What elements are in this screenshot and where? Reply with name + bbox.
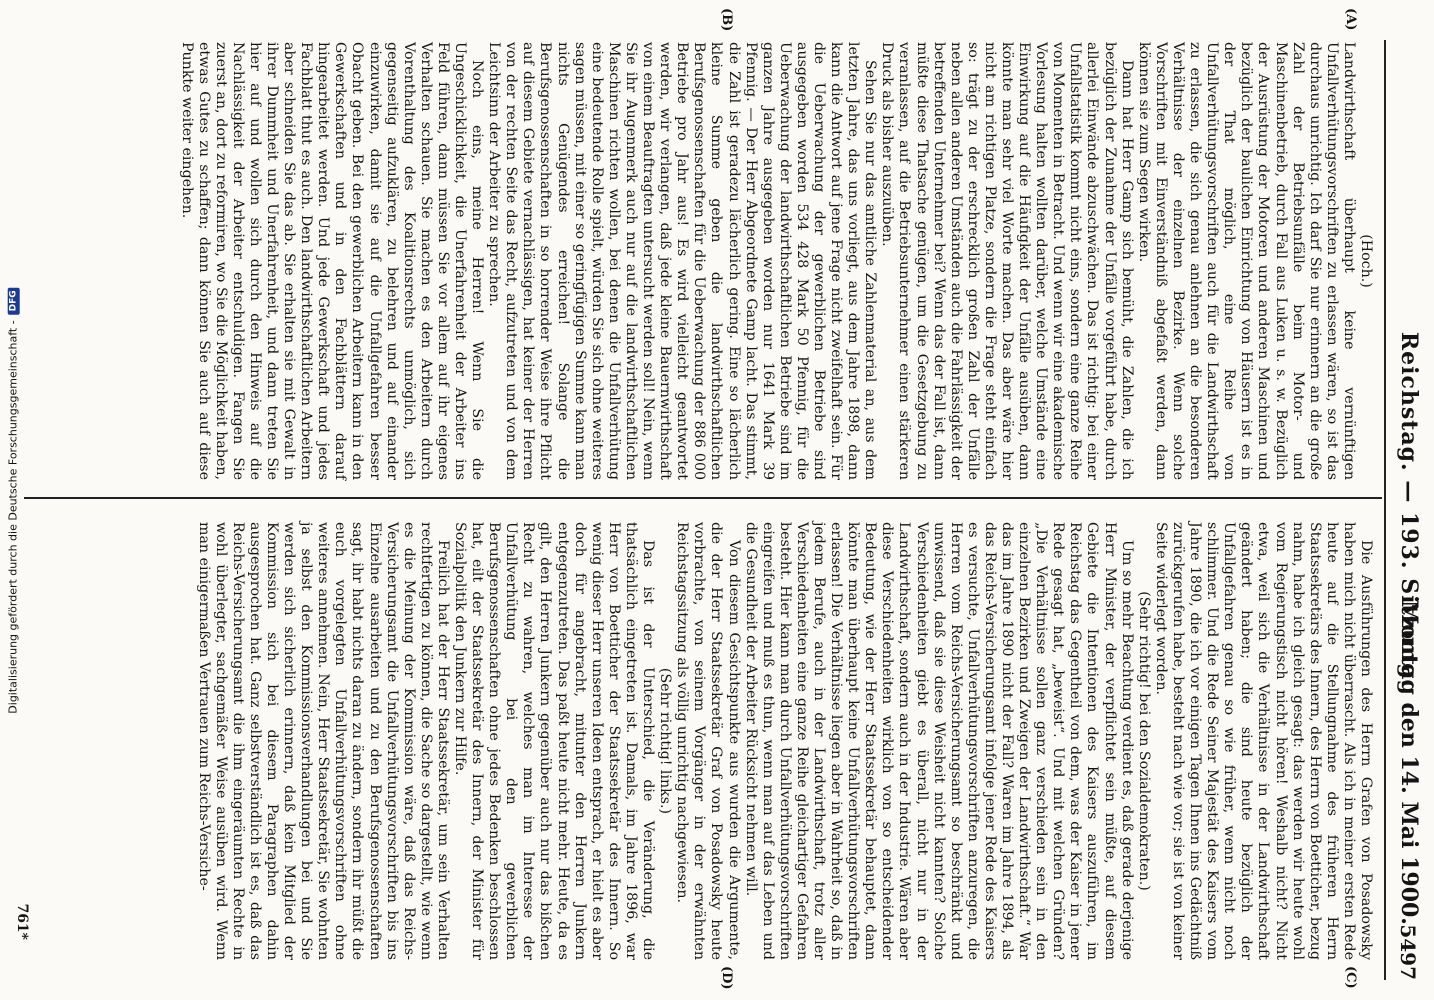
right-column	[195, 522, 1374, 960]
dfg-logo: DFG	[7, 287, 19, 314]
credit-text: Digitalisierung gefördert durch die Deutsche Forschungsgemeinschaft -	[6, 319, 20, 714]
interjection: (Sehr richtig! bei den Sozialdemokraten.)	[1135, 591, 1152, 891]
paragraph: Noch eins, meine Herren! Wenn Sie die Ungeschicklichkeit, die Unerfahrenheit der Arbeiter ins Feld führen, dann müssen Sie vor allem auf ihr eigenes Verhalten schauen. Sie machen es den Arbeitern durch Vorenthaltung des Koalitionsrechts unmöglich, sich gegenseitig aufzuklären, zu belehren und auf einander einzuwirken, damit sie auf die Unfallgefahren besser Obacht geben. Bei den gewerblichen Arbeitern kann in den Gewerkschaften und in den Fachblättern darauf hingearbeitet werden. Und jede Gewerkschaft und jedes Fachblatt thut es auch. Den landwirthschaftlichen Arbeitern aber schneiden Sie das ab. Sie erhalten sie mit Gewalt in ihrer Dummheit und Unerfahrenheit, und dann treten Sie hier auf und wollen sich durch den Hinweis auf die Nachlässigkeit der Arbeiter entschuldigen. Fangen Sie zuerst an, dort zu reformiren, wo Sie die Möglichkeit haben, etwas Gutes zu schaffen; dann können Sie auch auf diese Punkte weiter eingehen.	[178, 42, 486, 480]
page-number: 5497	[1396, 924, 1420, 980]
paragraph: Landwirthschaft überhaupt keine vernünftigen Unfallverhütungsvorschriften zu erlassen wären, so ist das durchaus unrichtig. Ich darf Sie nur erinnern an die große Zahl der Betriebsunfälle beim Motor- und Maschinenbetrieb, durch Fall aus Luken u. s. w. Bezüglich der Ausrüstung der Motoren und anderen Maschinen und bezüglich der baulichen Einrichtung von Häusern ist es in der That möglich, eine Reihe von Unfallverhütungsvorschriften auch für die Landwirthschaft zu erlassen, die sich genau anlehnen an die besonderen Verhältnisse der einzelnen Bezirke. Wenn solche Vorschriften mit Einverständniß abgefaßt werden, dann können sie zum Segen wirken.	[1135, 42, 1357, 480]
header-title: Reichstag. — 193. Sitzung.	[1396, 331, 1422, 689]
column-divider	[24, 497, 1382, 499]
paragraph: Um so mehr Beachtung verdient es, daß gerade derjenige Herr Minister, der verpflichtet sein müßte, auf diesem Gebiete die Intentionen des Kaisers auszuführen, im Reichstag das Gegentheil von dem, was der Kaiser in jener Rede gesagt hat, „beweist“. Und mit welchen Gründen? „Die Verhältnisse sollen ganz verschieden sein in den einzelnen Bezirken und Zweigen der Landwirthschaft.“ War das im Jahre 1890 nicht der Fall? Waren im Jahre 1894, als das Reichs-Versicherungsamt infolge jener Rede des Kaisers es versuchte, Unfallverhütungsvorschriften anzuregen, die Herren vom Reichs-Versicherungsamt so beschränkt und unwissend, daß sie diese Weisheit nicht kannten? Solche Verschiedenheiten giebt es überall, nicht nur in der Landwirthschaft, sondern auch in der Industrie. Wären aber diese Verschiedenheiten wirklich von so entscheidender Bedeutung, wie der Herr Staatssekretär behauptet, dann könnte man überhaupt keine Unfallverhütungsvorschriften erlassen! Die Verhältnisse liegen aber in Wahrheit so, daß in jedem Berufe, auch in der Landwirthschaft, trotz aller Verschiedenheiten eine ganze Reihe gleichartiger Gefahren besteht. Hier kann man durch Unfallverhütungsvorschriften eingreifen und muß es thun, wenn man auf das Leben und die Gesundheit der Arbeiter Rücksicht nehmen will.	[742, 522, 1135, 960]
margin-label-c: (C)	[1343, 966, 1358, 989]
paragraph: Das ist der Unterschied, die Veränderung, die thatsächlich eingetreten ist. Damals, im Jahre 1896, war Herr von Boetticher der Staatssekretär des Innern. So wenig dieser Herr unseren Ideen entsprach, er hielt es aber doch für angebracht, mitunter den Herren Junkern entgegenzutreten. Das paßt heute nicht mehr. Heute, da es gilt, den Herren Junkern gegenüber auch nur das bißchen Recht zu wahren, welches man im Interesse der Unfallverhütung bei den gewerblichen Berufsgenossenschaften ohne jedes Bedenken beschlossen hat, eilt der Staatssekretär des Innern, der Minister für Sozialpolitik den Junkern zur Hilfe.	[452, 522, 657, 960]
signature-mark: 761*	[14, 903, 30, 940]
paragraph: Dann hat Herr Gamp sich bemüht, die Zahlen, die ich bezüglich der Zunahme der Unfälle vorgeführt habe, durch allerlei Einwände abzuschwächen. Das ist richtig: bei einer Unfallstatistik kommt nicht eins, sondern eine ganze Reihe von Momenten in Betracht. Und wenn wir eine akademische Vorlesung halten wollten darüber, welche Umstände eine Einwirkung auf die Häufigkeit der Unfälle ausüben, dann könnte man sehr viel Worte machen. Das aber wäre hier nicht am richtigen Platze, sondern die Frage steht einfach so: trägt zu der erschrecklich großen Zahl der Unfälle neben allen anderen Umständen auch die Fahrlässigkeit der betreffenden Unternehmer bei? Wenn das der Fall ist, dann müßte diese Thatsache genügen, um die Gesetzgebung zu veranlassen, auf die Betriebsunternehmer einen stärkeren Druck als bisher auszuüben.	[879, 42, 1135, 480]
page-header	[1386, 40, 1426, 980]
header-rule	[1384, 40, 1386, 980]
paragraph: Freilich hat der Herr Staatssekretär, um sein Verhalten rechtfertigen zu können, die Sache so dargestellt, wie wenn es die Meinung der Kommission wäre, daß das Reichs-Versicherungsamt die Unfallverhütungsvorschriften bis ins Einzelne ausarbeiten und zu den Berufsgenossenschaften sagt, ihr habt nichts daran zu ändern, sondern ihr müßt die euch vorgelegten Unfallverhütungsvorschriften ohne weiteres annehmen. Nein, Herr Staatssekretär, Sie wohnten ja selbst den Kommissionsverhandlungen bei und Sie werden sich sicherlich erinnern, daß kein Mitglied der Kommission sich bei diesem Paragraphen dahin ausgesprochen hat. Ganz selbstverständlich ist es, daß das Reichs-Versicherungsamt die ihm eingeräumten Rechte in wohl überlegter, sachgemäßer Weise ausüben wird. Wenn man einigermaßen Vertrauen zum Reichs-Versiche-	[195, 522, 451, 960]
paragraph: Sehen Sie nur das amtliche Zahlenmaterial an, aus dem letzten Jahre, das uns vorliegt, aus dem Jahre 1898, dann kann die Antwort auf jene Frage nicht zweifelhaft sein. Für die Ueberwachung der gewerblichen Betriebe sind ausgegeben worden 534 428 Mark 50 Pfennig, für die Ueberwachung der landwirthschaftlichen Betriebe sind im ganzen Jahre ausgegeben worden nur 1641 Mark 39 Pfennig. — Der Herr Abgeordnete Gamp lacht. Das stimmt, die Zahl ist geradezu lächerlich gering. Eine so lächerlich kleine Summe geben die landwirthschaftlichen Berufsgenossenschaften für die Ueberwachung der 886 000 Betriebe pro Jahr aus! Es wird vielleicht geantwortet werden, wir verlangen, daß jede kleine Bauernwirthschaft von einem Beauftragten untersucht werden soll! Nein, wenn Sie ihr Augenmerk auch nur auf die landwirthschaftlichen Maschinen richten wollen, bei denen die Unfallverhütung eine bedeutende Rolle spielt, würden Sie sich ohne weiteres sagen müssen, mit einer so geringfügigen Summe kann man nichts Genügendes erreichen! Solange die Berufsgenossenschaften in so horrender Weise ihre Pflicht auf diesem Gebiete vernachlässigen, hat keiner der Herren von der rechten Seite das Recht, aufzutreten und von dem Leichtsinn der Arbeiter zu sprechen.	[486, 42, 879, 480]
paragraph: Die Ausführungen des Herrn Grafen von Posadowsky haben mich nicht überrascht. Als ich in meiner ersten Rede heute auf die Stellungnahme des früheren Herrn Staatssekretärs des Innern, des Herrn von Boetticher, bezug nahm, habe ich gleich gesagt: das werden wir heute wohl vom Regierungstisch nicht hören! Weshalb nicht? Nicht etwa, weil sich die Verhältnisse in der Landwirthschaft geändert haben; die sind heute bezüglich der Unfallgefahren genau so wie früher, wenn nicht noch schlimmer. Und die Rede Seiner Majestät des Kaisers vom Jahre 1890, die ich vor einigen Tagen Ihnen ins Gedächtniß zurückgerufen habe, besteht nach wie vor; sie ist von keiner Seite widerlegt worden.	[1152, 522, 1374, 960]
speaker-label: (Hoch.)	[1358, 234, 1374, 288]
margin-label-b: (B)	[719, 8, 734, 32]
header-date: Montag den 14. Mai 1900.	[1396, 600, 1422, 925]
paragraph: Von diesem Gesichtspunkte aus wurden die Argumente, die der Herr Staatssekretär Graf von Posadowsky heute vorbrachte, von seinem Vorgänger in der erwähnten Reichstagssitzung als völlig unrichtig nachgewiesen.	[674, 522, 742, 960]
margin-label-a: (A)	[1343, 8, 1358, 31]
interjection: (Sehr richtig! links.)	[657, 667, 674, 815]
margin-label-d: (D)	[719, 966, 734, 990]
left-column	[177, 42, 1374, 480]
